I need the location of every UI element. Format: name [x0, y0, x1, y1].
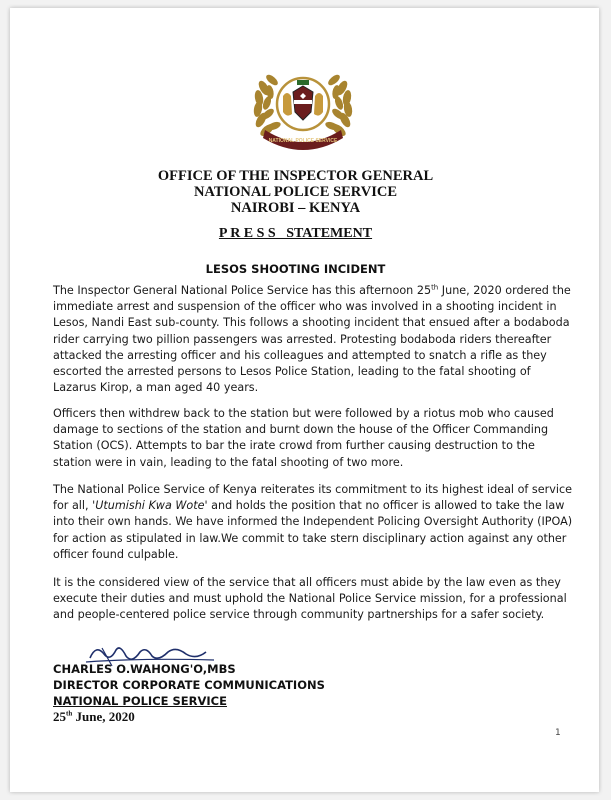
- paragraph-1: The Inspector General National Police Service has this afternoon 25th June, 2020 ordered the immediate arrest and suspension of the officer who was involved in a shooting incident in Lesos, Nandi East sub-county. This follows a shooting incident that ensued after a bodaboda rider carrying two pillion passengers was arrested. Protesting bodaboda riders thereafter attacked the arresting officer and his colleagues and attempted to snatch a rifle as they escorted the arrested persons to Lesos Police Station, leading to the fatal shooting of Lazarus Kirop, a man aged 40 years.: [53, 283, 571, 395]
- motto-text: 'Utumishi Kwa Wote': [92, 499, 208, 513]
- paragraph-3: The National Police Service of Kenya reiterates its commitment to its highest ideal of service for all, 'Utumishi Kwa Wote' and holds the position that no officer is allowed to take the law into their own hands. We have informed the Independent Policing Oversight Authority (IPOA) for action as stipulated in law.We commit to take stern disciplinary action against any other officer found culpable.: [53, 483, 573, 561]
- statement-date: 25th June, 2020: [53, 709, 135, 724]
- statement-subtitle: LESOS SHOOTING INCIDENT: [205, 262, 386, 276]
- svg-text:NATIONAL POLICE SERVICE: NATIONAL POLICE SERVICE: [268, 138, 338, 144]
- paragraph-2: Officers then withdrew back to the station but were followed by a riotus mob who caused damage to sections of the station and burnt down the house of the Officer Commanding Station (OCS). Attempts to bar the irate crowd from further causing destruction to the station were in vain, leading to the fatal shooting of two more.: [53, 407, 554, 469]
- paragraph-4: It is the considered view of the service that all officers must abide by the law even as they execute their duties and must uphold the National Police Service mission, for a professional and people-centered police service through community partnerships for a safer society.: [53, 576, 567, 622]
- office-heading: OFFICE OF THE INSPECTOR GENERAL: [157, 168, 434, 184]
- national-police-service-emblem-icon: [247, 68, 359, 150]
- signatory-name: CHARLES O.WAHONG'O,MBS: [53, 662, 236, 676]
- service-heading: NATIONAL POLICE SERVICE: [193, 184, 398, 200]
- signatory-title: DIRECTOR CORPORATE COMMUNICATIONS: [53, 678, 325, 692]
- location-heading: NAIROBI – KENYA: [230, 200, 361, 216]
- signatory-organization: NATIONAL POLICE SERVICE: [53, 694, 227, 708]
- press-statement-heading: P R E S S STATEMENT: [218, 226, 373, 241]
- page-number: 1: [555, 728, 561, 738]
